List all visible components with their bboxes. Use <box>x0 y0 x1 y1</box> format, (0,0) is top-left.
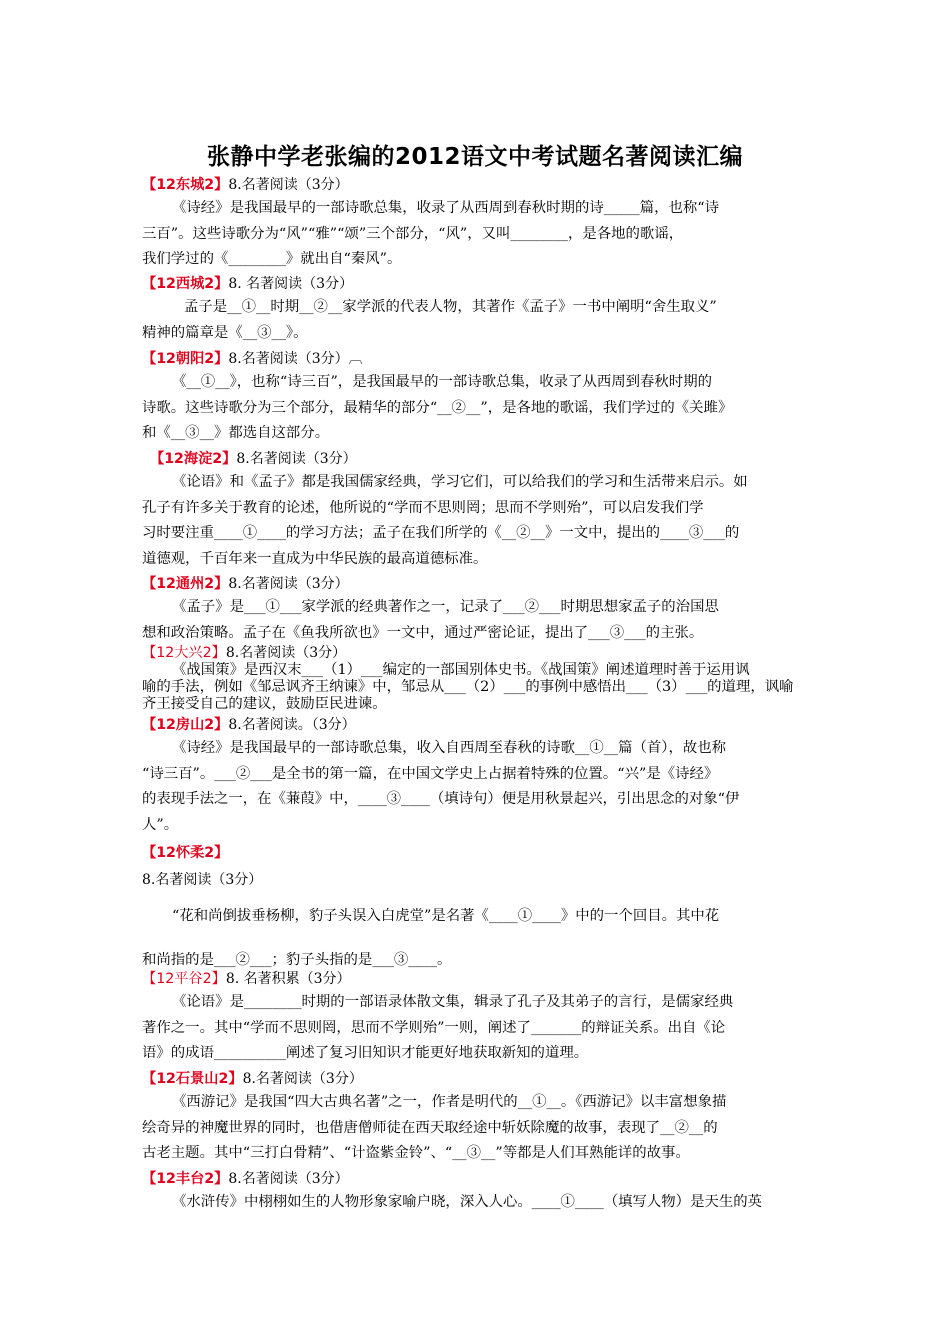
text-line: 古老主题。其中“三打白骨精”、“计盗紫金铃”、“__③__”等都是人们耳熟能详的故事。 <box>142 1145 690 1162</box>
text-line: 喻的手法，例如《邹忌讽齐王纳谏》中，邹忌从___（2）___的事例中感悟出___（3）___的道理，讽喻 <box>142 679 794 695</box>
question-heading: 8.名著阅读（3分）︹ <box>228 351 363 367</box>
question-heading: 8.名著阅读（3分） <box>242 1071 363 1087</box>
text-line: 《诗经》是我国最早的一部诗歌总集，收入自西周至春秋的诗歌__①__篇（首），故也称 <box>172 740 727 756</box>
document-title: 张静中学老张编的2012语文中考试题名著阅读汇编 <box>206 144 743 170</box>
text-line: 的表现手法之一，在《蒹葭》中，____③____（填诗句）便是用秋景起兴，引出思念的对象“伊 <box>142 791 740 808</box>
text-line: 和《__③__》都选自这部分。 <box>142 425 330 442</box>
question-heading: 8.名著阅读（3分） <box>142 872 263 888</box>
section-header <box>142 645 822 662</box>
question-body <box>142 990 822 1067</box>
text-line: 语》的成语__________阐述了复习旧知识才能更好地获取新知的道理。 <box>142 1045 589 1062</box>
question-heading: 8.名著阅读（3分） <box>228 576 349 592</box>
section-tag: 【12西城2】 <box>142 276 229 292</box>
section-header <box>142 1168 822 1190</box>
section-shijingshan <box>142 1068 822 1167</box>
question-heading: 8. 名著积累（3分） <box>225 971 351 987</box>
question-heading: 8.名著阅读（3分） <box>228 1171 349 1187</box>
text-line: 《战国策》是西汉末___（1）___编定的一部国别体史书。《战国策》阐述道理时善于运用讽 <box>172 662 750 678</box>
question-heading: 8.名著阅读（3分） <box>236 451 357 467</box>
question-body <box>142 196 822 273</box>
section-tag: 【12通州2】 <box>142 576 229 592</box>
text-line: 人”。 <box>142 816 179 833</box>
question-heading-row <box>142 866 822 894</box>
question-body <box>142 736 822 838</box>
section-daxing <box>142 645 822 713</box>
question-body <box>142 295 822 346</box>
section-header <box>142 840 822 866</box>
question-body <box>142 595 822 646</box>
section-header <box>142 968 822 990</box>
section-header <box>142 273 822 295</box>
text-line: 精神的篇章是《__③__》。 <box>142 324 308 341</box>
section-xicheng <box>142 273 822 346</box>
text-line: 《__①__》，也称“诗三百”，是我国最早的一部诗歌总集，收录了从西周到春秋时期的 <box>172 374 712 390</box>
question-body <box>142 370 822 447</box>
section-dongcheng <box>142 174 822 273</box>
question-body <box>142 1090 822 1167</box>
question-heading: 8.名著阅读（3分） <box>225 645 347 661</box>
text-line: 《孟子》是___①___家学派的经典著作之一，记录了___②___时期思想家孟子的治国思 <box>172 599 719 615</box>
text-line: 想和政治策略。孟子在《鱼我所欲也》一文中，通过严密论证，提出了___③___的主张。 <box>142 624 704 641</box>
text-line: 《西游记》是我国“四大古典名著”之一，作者是明代的__①__。《西游记》以丰富想象描 <box>172 1094 727 1110</box>
text-line: 习时要注重____①____的学习方法；孟子在我们所学的《__②__》一文中，提出的____③___的 <box>142 525 740 542</box>
section-tag: 【12朝阳2】 <box>142 351 229 367</box>
text-line: 《论语》和《孟子》都是我国儒家经典，学习它们，可以给我们的学习和生活带来启示。如 <box>172 474 748 490</box>
text-line: 著作之一。其中“学而不思则罔，思而不学则殆”一则，阐述了_______的辩证关系。出自《论 <box>142 1019 726 1036</box>
section-header <box>142 714 822 736</box>
section-header <box>142 573 822 595</box>
section-header <box>142 174 822 196</box>
section-tag: 【12丰台2】 <box>142 1171 229 1187</box>
section-header <box>142 348 822 370</box>
text-line: 和尚指的是___②___；豹子头指的是___③____。 <box>142 952 452 968</box>
section-header <box>142 1068 822 1090</box>
question-heading: 8. 名著阅读（3分） <box>228 276 354 292</box>
text-line: “诗三百”。___②___是全书的第一篇，在中国文学史上占据着特殊的位置。“兴”是《诗经》 <box>142 765 719 782</box>
question-body <box>142 1190 822 1216</box>
text-line: 《论语》是________时期的一部语录体散文集，辑录了孔子及其弟子的言行，是儒家经典 <box>172 994 734 1010</box>
question-heading: 8.名著阅读（3分） <box>228 177 349 193</box>
text-line: “花和尚倒拔垂杨柳，豹子头误入白虎堂”是名著《____①____》中的一个回目。其中花 <box>172 908 720 924</box>
section-tongzhou <box>142 573 822 646</box>
text-line: 道德观，千百年来一直成为中华民族的最高道德标准。 <box>142 550 488 567</box>
text-line: 我们学过的《________》就出自“秦风”。 <box>142 251 402 268</box>
question-body <box>142 662 822 713</box>
text-line: 齐王接受自己的建议，鼓励臣民进谏。 <box>142 696 387 712</box>
question-body <box>142 470 822 572</box>
section-tag: 【12海淀2】 <box>150 451 237 467</box>
text-line: 《诗经》是我国最早的一部诗歌总集，收录了从西周到春秋时期的诗_____篇，也称“诗 <box>172 200 720 216</box>
section-haidian <box>142 448 822 572</box>
section-tag: 【12平谷2】 <box>142 971 226 987</box>
text-line: 绘奇异的神魔世界的同时，也借唐僧师徒在西天取经途中斩妖除魔的故事，表现了__②__的 <box>142 1119 718 1136</box>
section-fangshan <box>142 714 822 838</box>
section-tag: 【12大兴2】 <box>142 645 226 661</box>
section-tag: 【12东城2】 <box>142 177 229 193</box>
question-heading: 8.名著阅读。（3分） <box>228 717 356 733</box>
text-line: 三百”。这些诗歌分为“风”“雅”“颂”三个部分，“风”，又叫________，是各地的歌谣， <box>142 225 684 242</box>
text-line: 孟子是__①__时期__②__家学派的代表人物，其著作《孟子》一书中阐明“舍生取义” <box>184 299 717 315</box>
section-header <box>142 448 822 470</box>
section-fengtai <box>142 1168 822 1216</box>
text-line: 《水浒传》中栩栩如生的人物形象家喻户晓，深入人心。____①____（填写人物）是天生的英 <box>172 1194 763 1210</box>
section-huairou <box>142 840 822 982</box>
section-tag: 【12房山2】 <box>142 717 229 733</box>
text-line: 诗歌。这些诗歌分为三个部分，最精华的部分“__②__”，是各地的歌谣，我们学过的《关雎》 <box>142 399 733 416</box>
section-chaoyang <box>142 348 822 447</box>
section-pinggu <box>142 968 822 1067</box>
section-tag: 【12怀柔2】 <box>142 845 229 861</box>
section-tag: 【12石景山2】 <box>142 1071 243 1087</box>
text-line: 孔子有许多关于教育的论述，他所说的“学而不思则罔；思而不学则殆”，可以启发我们学 <box>142 499 704 516</box>
